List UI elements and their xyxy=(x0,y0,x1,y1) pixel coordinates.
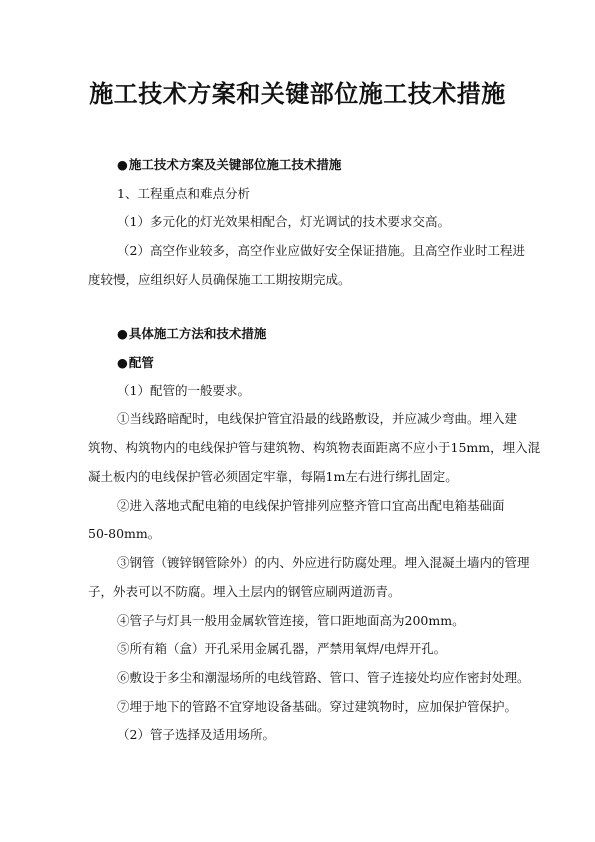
paragraph-line: ⑦埋于地下的管路不宜穿地设备基础。穿过建筑物时，应加保护管保护。 xyxy=(117,699,518,714)
section-heading-technical-plan xyxy=(117,157,341,173)
paragraph-line: 1、工程重点和难点分析 xyxy=(117,186,250,201)
heading-text: 配管 xyxy=(128,355,154,370)
paragraph-line: ①当线路暗配时，电线保护管宜沿最的线路敷设，并应减少弯曲。埋入建 xyxy=(117,411,518,426)
paragraph-line: 凝土板内的电线保护管必须固定牢靠，每隔1m左右进行绑扎固定。 xyxy=(88,469,458,484)
paragraph-line: 50-80mm。 xyxy=(88,526,161,541)
bullet-icon: ● xyxy=(117,157,128,172)
heading-text: 施工技术方案及关键部位施工技术措施 xyxy=(128,157,342,172)
section-heading-conduit xyxy=(117,355,154,371)
paragraph-line: 筑物、构筑物内的电线保护管与建筑物、构筑物表面距离不应小于15mm，埋入混 xyxy=(88,440,541,455)
paragraph-line: （2）管子选择及适用场所。 xyxy=(117,727,275,742)
paragraph-line: ②进入落地式配电箱的电线保护管排列应整齐管口宜高出配电箱基础面 xyxy=(117,498,505,513)
paragraph-line: ④管子与灯具一般用金属软管连接，管口距地面高为200mm。 xyxy=(117,613,465,628)
paragraph-line: ⑥敷设于多尘和潮湿场所的电线管路、管口、管子连接处均应作密封处理。 xyxy=(117,670,530,685)
section-heading-construction-methods xyxy=(117,326,266,342)
paragraph-line: 子，外表可以不防腐。埋入土层内的钢管应刷两道沥青。 xyxy=(88,584,401,599)
paragraph-line: （2）高空作业较多，高空作业应做好安全保证措施。且高空作业时工程进 xyxy=(117,243,525,258)
bullet-icon: ● xyxy=(117,355,128,370)
bullet-icon: ● xyxy=(117,326,128,341)
paragraph-line: 度较慢，应组织好人员确保施工工期按期完成。 xyxy=(88,272,351,287)
paragraph-line: ⑤所有箱（盒）开孔采用金属孔器，严禁用氧焊/电焊开孔。 xyxy=(117,641,447,656)
heading-text: 具体施工方法和技术措施 xyxy=(128,326,267,341)
paragraph-line: （1）多元化的灯光效果相配合，灯光调试的技术要求交高。 xyxy=(117,214,450,229)
paragraph-line: （1）配管的一般要求。 xyxy=(117,383,250,398)
paragraph-line: ③钢管（镀锌钢管除外）的内、外应进行防腐处理。埋入混凝土墙内的管理 xyxy=(117,555,530,570)
page-title: 施工技术方案和关键部位施工技术措施 xyxy=(89,79,506,108)
